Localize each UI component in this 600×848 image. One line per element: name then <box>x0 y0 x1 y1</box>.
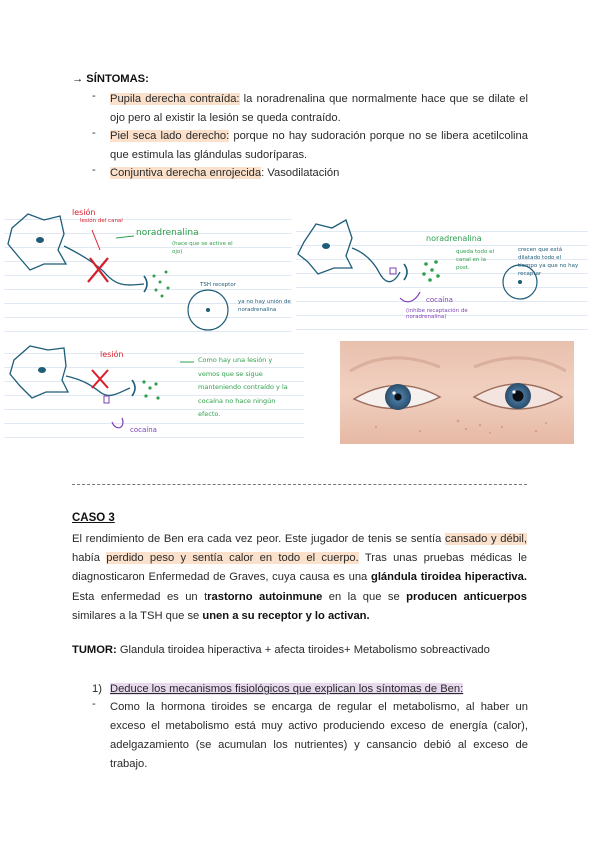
answer-dash: - <box>92 698 96 710</box>
sketch1-note-top: (hace que se active el ojo) <box>172 241 233 255</box>
bullet-dash: - <box>92 127 96 139</box>
caso-bold: unen a su receptor y lo activan. <box>202 609 370 622</box>
sketch2-cocaina: cocaína <box>426 296 453 304</box>
caso-bold: producen anticuerpos <box>406 590 527 603</box>
synapse-terminal <box>404 264 407 280</box>
eyes-photo-drawing <box>340 341 574 444</box>
sketch2-cocaina-note: (inhibe recaptación de noradrenalina) <box>406 308 468 320</box>
caso-text: El rendimiento de Ben era cada vez peor. Este jugador de tenis se sentía <box>72 533 446 545</box>
receptor-nucleus <box>518 280 522 284</box>
bullet-dash: - <box>92 164 96 176</box>
sintoma-highlight: Piel seca lado derecho: <box>110 130 230 142</box>
caso-text: Tras unas pruebas médicas le diagnosticaron Enfermedad de Graves, cuya causa es una <box>72 552 528 584</box>
sketch1-lesion: lesión <box>72 208 96 217</box>
sketch3-note: Como hay una lesión y vemos que se sigue manteniendo contraído y la cocaína no hace ningún efecto. <box>198 356 288 418</box>
neuron-body <box>10 346 68 398</box>
sketch2-note-right: crecen que está dilatado todo el tiempo ya que no hay recaptar <box>518 247 579 277</box>
sintoma-highlight: Conjuntiva derecha enrojecida <box>110 167 262 179</box>
caso-text: similares a la TSH que se <box>72 609 203 622</box>
sketch-cocaine-diagram <box>296 218 588 330</box>
sketch-lesion-diagram <box>4 206 292 334</box>
caso-highlight: cansado y débil, <box>445 533 528 545</box>
caso-paragraph <box>72 530 527 626</box>
cocaine-arrow <box>400 292 420 302</box>
caso-title: CASO 3 <box>72 512 115 524</box>
sketch1-noradrenalina: noradrenalina <box>136 228 199 238</box>
sintoma-highlight: Pupila derecha contraída: <box>110 93 240 105</box>
sintoma-item-pupila <box>110 90 528 128</box>
sketch2-note-a: queda todo el canal en la post. <box>456 249 495 271</box>
caso-text: Esta enfermedad es un t <box>72 590 208 603</box>
lesion-cross <box>92 370 108 388</box>
caso-text: en la que se <box>322 590 407 603</box>
cocaine-arrow <box>112 418 123 428</box>
sketch3-cocaina: cocaína <box>130 426 157 434</box>
axon <box>64 246 144 285</box>
caso-bold: glándula tiroidea hiperactiva. <box>370 571 527 584</box>
sintoma-item-conjuntiva <box>110 164 528 183</box>
noradrenaline-dots <box>422 260 440 282</box>
right-reflection <box>512 390 515 393</box>
sketch1-tsh: TSH receptor <box>200 282 236 288</box>
tumor-label: TUMOR: <box>72 644 117 656</box>
caso-highlight: perdido peso y sentía calor en todo el cuerpo. <box>106 552 359 565</box>
sintoma-text: porque no hay sudoración porque no se libera acetilcolina que estimula las glándulas sudoríparas. <box>110 130 528 161</box>
caso-text: había <box>72 552 107 565</box>
neuron-nucleus <box>38 367 46 373</box>
section-separator <box>72 484 527 485</box>
caso-bold: rastorno autoinmune <box>207 590 323 603</box>
tumor-text: Glandula tiroidea hiperactiva + afecta tiroides+ Metabolismo sobreactivado <box>116 644 490 656</box>
sintoma-text: la noradrenalina que normalmente hace que se dilate el ojo pero al existir la lesión se queda contraído. <box>110 93 528 124</box>
neuron-nucleus <box>36 237 44 243</box>
receptor-nucleus <box>206 308 210 312</box>
left-reflection <box>392 391 395 394</box>
synapse-terminal <box>132 380 135 396</box>
question-text <box>110 680 463 699</box>
sketch3-lesion: lesión <box>100 350 124 359</box>
noradrenaline-dots <box>153 271 170 298</box>
sketch1-note-bottom: ya no hay unión de noradrenalina <box>238 299 291 313</box>
bullet-dash: - <box>92 90 96 102</box>
sintomas-heading: → SÍNTOMAS: <box>72 73 149 85</box>
question-highlight: Deduce los mecanismos fisiológicos que explican los síntomas de Ben: <box>110 683 464 695</box>
sketch1-lesion-note: lesión del canal <box>80 218 123 224</box>
neuron-nucleus <box>322 243 330 249</box>
noradrenaline-dots <box>142 380 159 399</box>
axon <box>66 376 130 395</box>
synapse-terminal <box>144 276 147 292</box>
answer-text: Como la hormona tiroides se encarga de regular el metabolismo, al haber un exceso el metabolismo está muy activo produciendo exceso de energía (calor), adelgazamiento (se acumulan los nutrientes) y cansancio debió al exceso de trabajo. <box>110 701 528 770</box>
tumor-line <box>72 641 490 660</box>
question-number: 1) <box>92 683 102 695</box>
left-pupil <box>395 394 402 401</box>
sketch2-noradrenalina: noradrenalina <box>426 234 482 243</box>
eyes-photo <box>340 341 574 444</box>
neuron-body <box>8 214 66 270</box>
axon <box>352 248 400 282</box>
lesion-arrow <box>92 230 100 250</box>
noradrenaline-arrow <box>116 236 134 238</box>
transporter <box>390 268 396 274</box>
neuron-sketch-1 <box>4 206 292 334</box>
transporter <box>104 396 109 403</box>
sketch-lesion-cocaine <box>4 340 304 450</box>
sintoma-item-piel <box>110 127 528 165</box>
sintoma-text: : Vasodilatación <box>261 167 340 179</box>
